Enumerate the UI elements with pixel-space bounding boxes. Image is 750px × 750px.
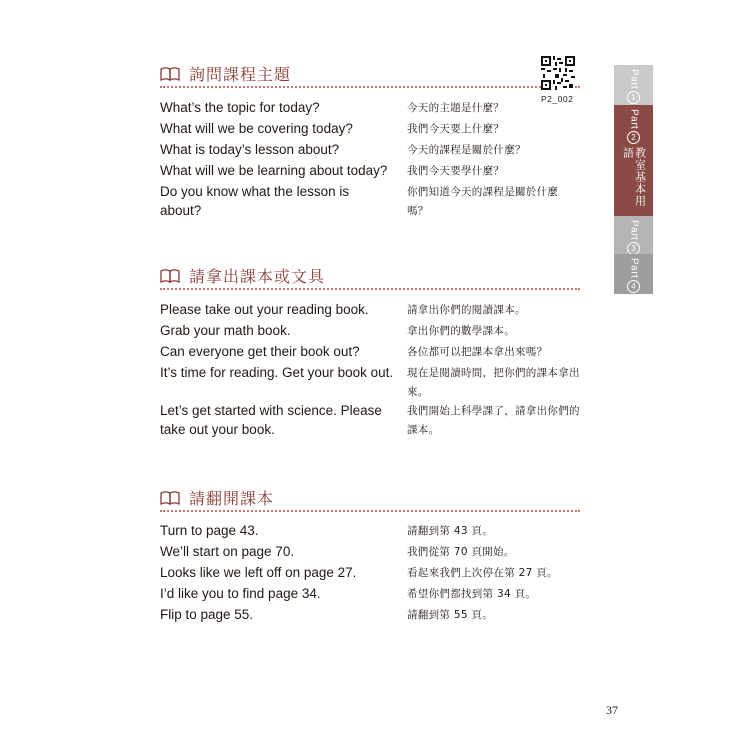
- qr-code-icon[interactable]: [541, 56, 575, 90]
- chinese-translation: 你們知道今天的課程是關於什麼嗎？: [407, 186, 559, 217]
- english-phrase: We’ll start on page 70.: [160, 544, 295, 559]
- english-phrase: Looks like we left off on page 27.: [160, 565, 357, 580]
- tab-number: 3: [627, 242, 640, 255]
- chinese-translation: 拿出你們的數學課本。: [407, 325, 515, 337]
- tab-part-label: Part: [628, 258, 640, 279]
- english-phrase: Please take out your reading book.: [160, 302, 369, 317]
- open-book-icon: [160, 490, 180, 506]
- qr-code-label: P2_002: [541, 94, 574, 104]
- dotted-divider: [160, 510, 580, 512]
- section-title: 請拿出課本或文具: [189, 267, 326, 286]
- chinese-translation: 各位都可以把課本拿出來嗎？: [407, 346, 548, 358]
- section-heading-take-out-book: [160, 265, 580, 289]
- page-number: 37: [606, 703, 618, 717]
- english-phrase: Turn to page 43.: [160, 523, 259, 538]
- tab-number: 2: [627, 131, 640, 144]
- english-phrase: What will we be learning about today?: [160, 163, 388, 178]
- chinese-translation: 我們今天要上什麼？: [407, 123, 505, 135]
- chinese-translation: 現在是閱讀時間，把你們的課本拿出來。: [407, 367, 580, 398]
- english-phrase: Flip to page 55.: [160, 607, 254, 622]
- section-title: 詢問課程主題: [189, 65, 292, 84]
- tab-part-2[interactable]: [614, 105, 653, 216]
- chinese-translation: 今天的主題是什麼？: [407, 102, 505, 114]
- dotted-divider: [160, 86, 580, 88]
- tab-part-1[interactable]: [614, 65, 653, 107]
- dotted-divider: [160, 288, 580, 290]
- chinese-translation: 請拿出你們的閱讀課本。: [407, 304, 526, 316]
- chinese-translation: 我們開始上科學課了，請拿出你們的課本。: [407, 405, 580, 436]
- english-phrase: Do you know what the lesson is about?: [160, 184, 350, 218]
- tab-description: 教室基本用語: [621, 147, 647, 208]
- english-phrase: Grab your math book.: [160, 323, 291, 338]
- section-heading-topic: [160, 63, 580, 87]
- tab-number: 4: [627, 280, 640, 293]
- english-phrase: What’s the topic for today?: [160, 100, 320, 115]
- english-phrase: What is today’s lesson about?: [160, 142, 340, 157]
- section-heading-open-book: [160, 487, 580, 511]
- chinese-translation: 看起來我們上次停在第 27 頁。: [407, 567, 558, 579]
- english-phrase: It’s time for reading. Get your book out.: [160, 365, 394, 380]
- chinese-translation: 我們從第 70 頁開始。: [407, 546, 515, 558]
- tab-part-label: Part: [628, 109, 640, 130]
- chinese-translation: 我們今天要學什麼？: [407, 165, 505, 177]
- chinese-translation: 請翻到第 43 頁。: [407, 525, 494, 537]
- open-book-icon: [160, 268, 180, 284]
- english-phrase: What will we be covering today?: [160, 121, 353, 136]
- tab-part-4[interactable]: [614, 254, 653, 294]
- chinese-translation: 希望你們都找到第 34 頁。: [407, 588, 537, 600]
- section-title: 請翻開課本: [189, 489, 275, 508]
- english-phrase: I’d like you to find page 34.: [160, 586, 321, 601]
- tab-part-3[interactable]: [614, 216, 653, 254]
- tab-part-label: Part: [628, 220, 640, 241]
- tab-part-label: Part: [628, 69, 640, 90]
- english-phrase: Can everyone get their book out?: [160, 344, 360, 359]
- open-book-icon: [160, 66, 180, 82]
- english-phrase: Let’s get started with science. Please take out your book.: [160, 403, 382, 437]
- tab-number: 1: [627, 91, 640, 104]
- chinese-translation: 今天的課程是關於什麼？: [407, 144, 526, 156]
- chinese-translation: 請翻到第 55 頁。: [407, 609, 494, 621]
